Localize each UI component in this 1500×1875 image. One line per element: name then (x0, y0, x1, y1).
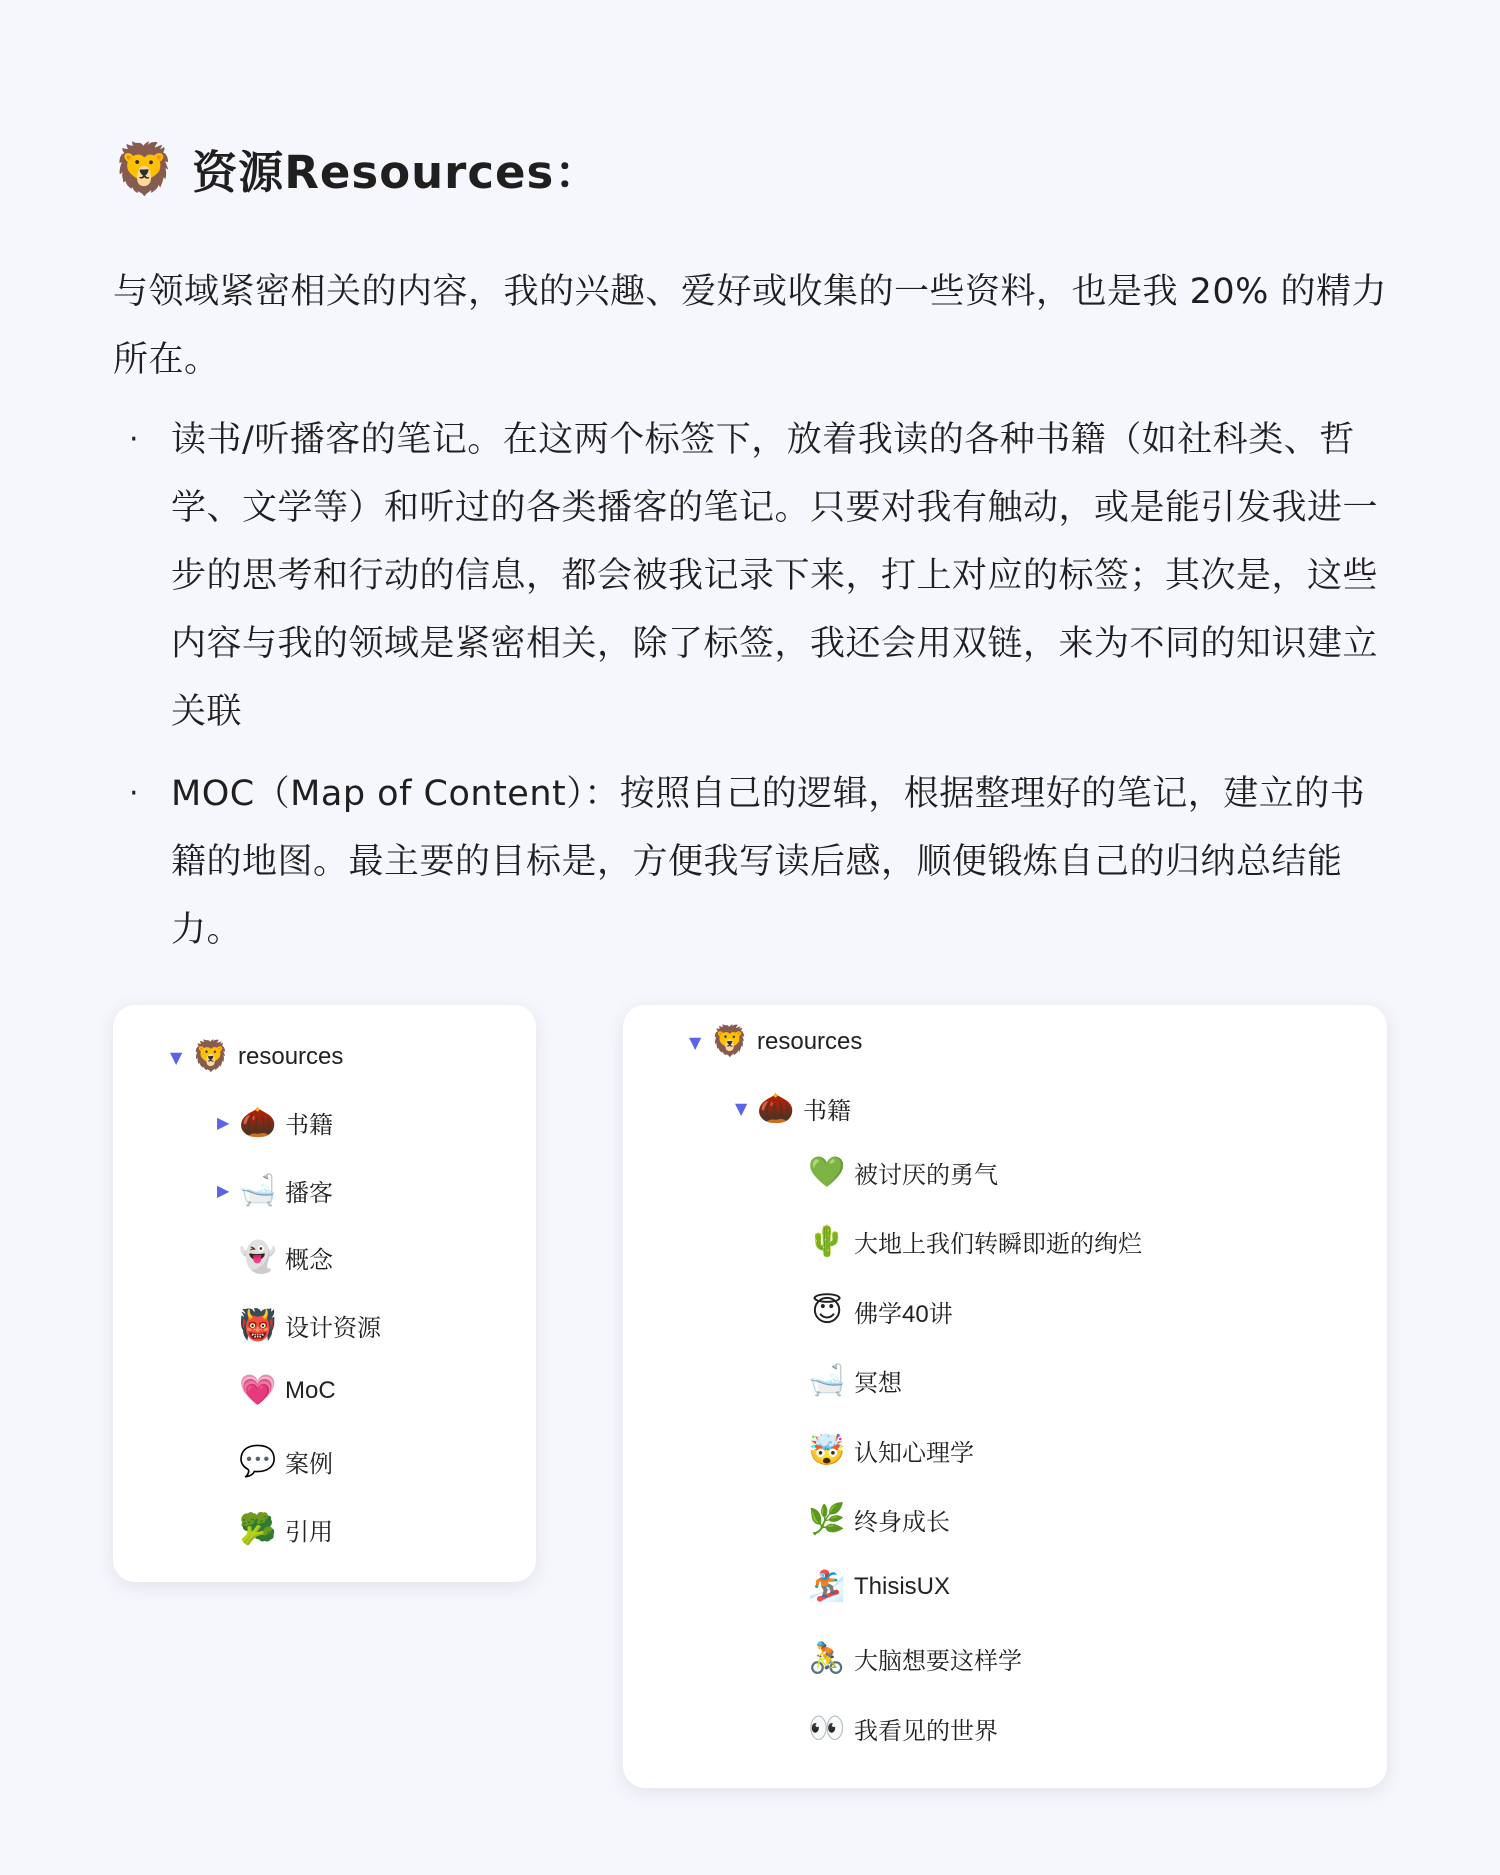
tree-item-label: resources (238, 1043, 344, 1070)
tree-item-label: 终身成长 (854, 1509, 950, 1536)
tree-item-book[interactable] (808, 1569, 951, 1604)
lion-icon: 🦁 (113, 139, 177, 198)
tree-item-label: 大地上我们转瞬即逝的绚烂 (854, 1231, 1142, 1258)
tree-root[interactable] (689, 1024, 863, 1059)
tree-item-book[interactable] (808, 1363, 902, 1398)
broccoli-icon: 🥦 (239, 1511, 277, 1547)
chestnut-icon: 🌰 (757, 1090, 795, 1126)
intro-paragraph: 与领域紧密相关的内容，我的兴趣、爱好或收集的一些资料，也是我 20% 的精力所在。 (113, 272, 1388, 380)
cyclist-icon: 🚴 (808, 1640, 846, 1676)
bathtub-icon: 🛁 (239, 1172, 277, 1208)
tree-item-podcast[interactable] (217, 1173, 333, 1208)
green-heart-icon: 💚 (808, 1154, 846, 1190)
bullet-text: MOC（Map of Content）：按照自己的逻辑，根据整理好的笔记，建立的书籍的地图。最主要的目标是，方便我写读后感，顺便锻炼自己的归纳总结能力。 (171, 774, 1366, 950)
lion-icon: 🦁 (711, 1024, 749, 1059)
tree-item-books[interactable] (217, 1105, 333, 1140)
tree-item-label: 认知心理学 (854, 1440, 974, 1467)
herb-icon: 🌿 (808, 1501, 846, 1537)
tree-item-label: 概念 (285, 1247, 333, 1274)
tree-item-label: ThisisUX (854, 1573, 951, 1600)
tree-panel-collapsed (113, 1005, 536, 1582)
tree-item-book[interactable] (808, 1711, 998, 1746)
tree-item-label: 引用 (285, 1519, 333, 1546)
tree-item-book[interactable] (808, 1433, 974, 1468)
chestnut-icon: 🌰 (239, 1104, 277, 1140)
tree-item-moc[interactable] (217, 1373, 336, 1408)
bullet-dot: · (129, 422, 140, 457)
bullet-list (113, 406, 1388, 978)
eyes-icon: 👀 (808, 1710, 846, 1746)
tree-item-book[interactable] (808, 1224, 1142, 1259)
tree-item-label: 佛学40讲 (854, 1301, 953, 1328)
heading-title: 资源Resources： (192, 146, 601, 199)
ogre-icon: 👹 (239, 1307, 277, 1343)
tree-item-concept[interactable] (217, 1240, 333, 1275)
expand-arrow-icon[interactable]: ▼ (735, 1099, 748, 1118)
tree-item-book[interactable] (808, 1641, 1022, 1676)
tree-folder-books[interactable] (735, 1091, 851, 1126)
tree-item-label: 冥想 (854, 1370, 902, 1397)
ghost-icon: 👻 (239, 1239, 277, 1275)
tree-item-book[interactable] (808, 1294, 953, 1329)
tree-item-label: 设计资源 (285, 1315, 381, 1342)
bullet-item (113, 760, 1388, 964)
tree-item-label: 案例 (285, 1451, 333, 1478)
tree-panel-expanded (623, 1005, 1387, 1788)
tree-item-label: 播客 (285, 1180, 333, 1207)
tree-item-book[interactable] (808, 1502, 950, 1537)
tree-item-quotes[interactable] (217, 1512, 333, 1547)
section-heading (113, 136, 600, 201)
tree-item-cases[interactable] (217, 1444, 333, 1479)
bullet-text: 读书/听播客的笔记。在这两个标签下，放着我读的各种书籍（如社科类、哲学、文学等）和听过的各类播客的笔记。只要对我有触动，或是能引发我进一步的思考和行动的信息，都会被我记录下来，打上对应的标签；其次是，这些内容与我的领域是紧密相关，除了标签，我还会用双链，来为不同的知识建立关联 (171, 420, 1379, 732)
angel-face-icon: 😇 (811, 1293, 843, 1329)
heart-icon: 💗 (239, 1373, 277, 1408)
tree-item-label: 被讨厌的勇气 (854, 1162, 998, 1189)
expand-arrow-icon[interactable]: ▼ (689, 1032, 702, 1052)
speech-bubble-icon: 💬 (239, 1443, 277, 1479)
tree-item-label: 书籍 (803, 1098, 851, 1125)
bullet-dot: · (129, 776, 140, 811)
bullet-item (113, 406, 1388, 746)
collapse-arrow-icon[interactable]: ▶ (217, 1181, 230, 1200)
tree-item-book[interactable] (808, 1155, 998, 1190)
tree-item-label: 我看见的世界 (854, 1718, 998, 1745)
exploding-head-icon: 🤯 (808, 1432, 846, 1468)
tree-item-label: 大脑想要这样学 (854, 1648, 1022, 1675)
tree-item-design-resources[interactable] (217, 1308, 381, 1343)
bathtub-icon: 🛁 (808, 1362, 846, 1398)
tree-item-label: 书籍 (285, 1112, 333, 1139)
tree-item-label: MoC (285, 1377, 336, 1404)
expand-arrow-icon[interactable]: ▼ (170, 1047, 183, 1067)
cactus-icon: 🌵 (808, 1223, 846, 1259)
tree-item-label: resources (757, 1028, 863, 1055)
tree-root[interactable] (170, 1039, 344, 1074)
lion-icon: 🦁 (192, 1039, 230, 1074)
collapse-arrow-icon[interactable]: ▶ (217, 1113, 230, 1132)
snowboarder-icon: 🏂 (808, 1569, 846, 1604)
